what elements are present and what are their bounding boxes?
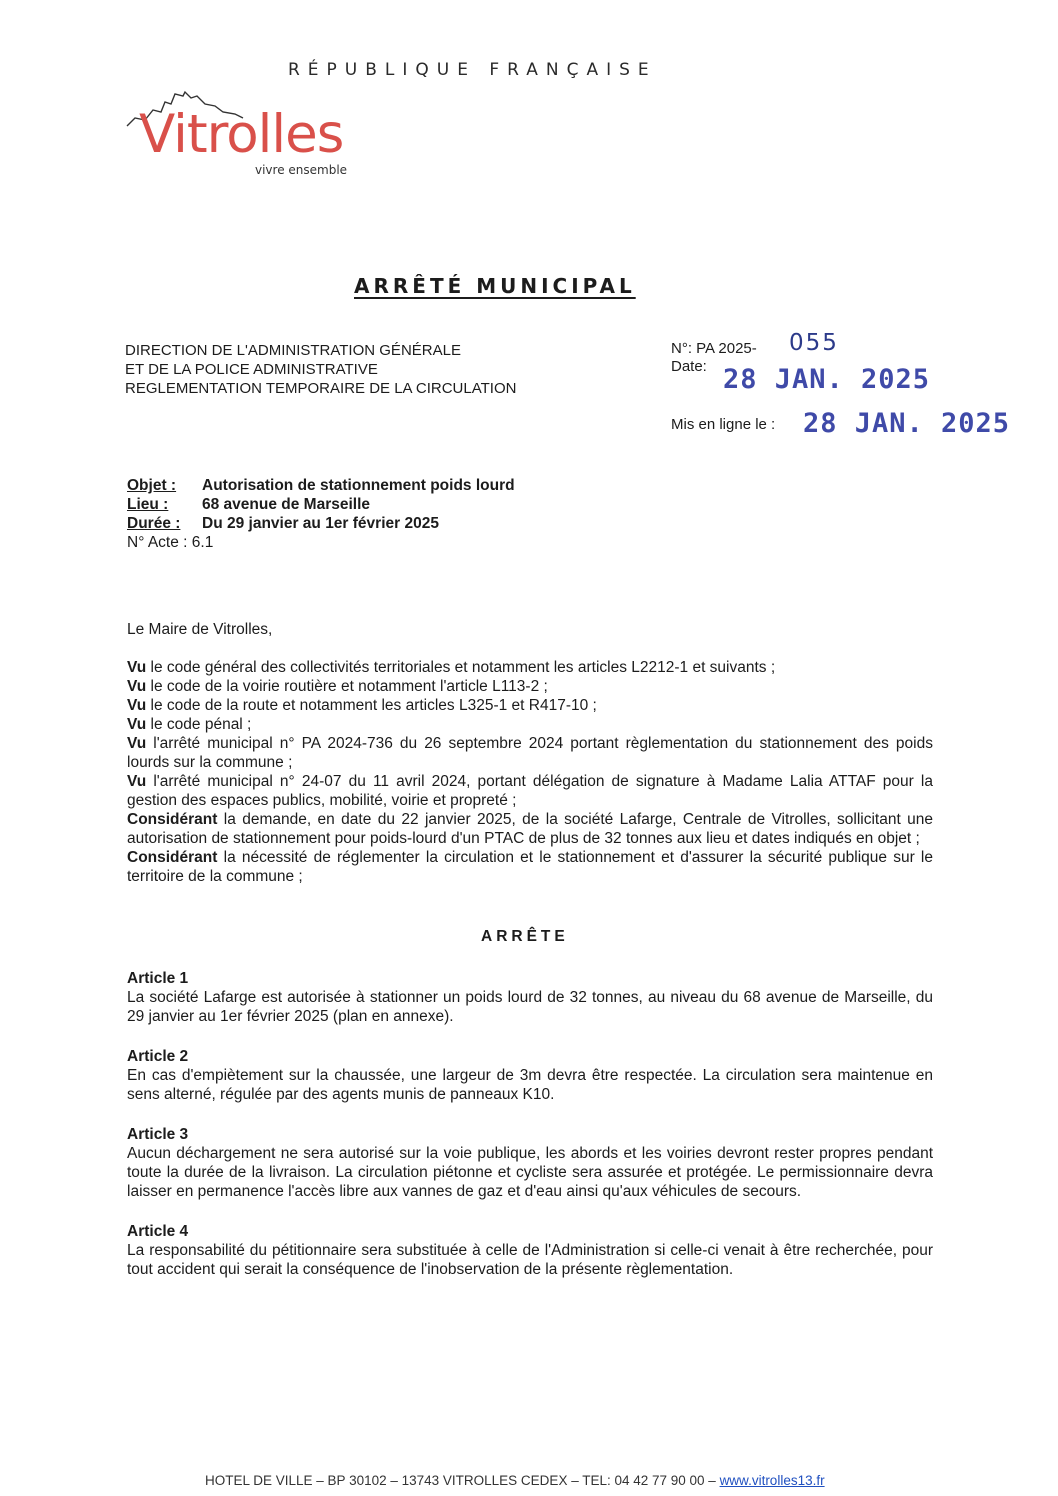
preamble-lead: Considérant	[127, 849, 218, 866]
preamble-text: la demande, en date du 22 janvier 2025, de la société Lafarge, Centrale de Vitrolles, sollicitant une autorisation de stationnement pour poids-lourd d'un PTAC de plus de 32 tonnes aux lieu et dates indiqués en objet ;	[127, 811, 933, 847]
article-title: Article 1	[127, 970, 189, 987]
objet-block	[127, 476, 515, 552]
lieu-label	[127, 495, 202, 514]
date-stamp: 28 JAN. 2025	[723, 364, 931, 395]
preamble-item	[127, 677, 933, 696]
preamble-lead: Vu	[127, 773, 147, 790]
preamble-item	[127, 696, 933, 715]
preamble-text: la nécessité de réglementer la circulation et le stationnement et d'assurer la sécurité publique sur le territoire de la commune ;	[127, 849, 933, 885]
preamble-lead: Considérant	[127, 811, 218, 828]
preamble-text: le code pénal ;	[146, 716, 252, 733]
preamble-lead: Vu	[127, 678, 147, 695]
direction-block	[125, 341, 516, 398]
objet-label-text: Objet :	[127, 477, 177, 494]
numero-acte: N° Acte : 6.1	[127, 534, 214, 551]
article-title: Article 2	[127, 1048, 189, 1065]
preamble-text: le code de la route et notamment les articles L325-1 et R417-10 ;	[146, 697, 597, 714]
articles	[127, 969, 933, 1300]
article	[127, 1125, 933, 1201]
arrete-heading: ARRÊTE	[481, 928, 569, 945]
preamble-text: l'arrêté municipal n° 24-07 du 11 avril 2024, portant délégation de signature à Madame Lalia ATTAF pour la gestion des espaces publics, mobilité, voirie et propreté ;	[127, 773, 933, 809]
preamble-text: le code de la voirie routière et notamment l'article L113-2 ;	[146, 678, 548, 695]
preamble-lead: Vu	[127, 659, 147, 676]
article-text: En cas d'empiètement sur la chaussée, une largeur de 3m devra être respectée. La circulation sera maintenue en sens alterné, régulée par des agents munis de panneaux K10.	[127, 1067, 933, 1103]
numero-label: N°: PA 2025-	[671, 340, 757, 357]
footer	[205, 1473, 905, 1488]
article	[127, 969, 933, 1026]
en-ligne-label: Mis en ligne le :	[671, 416, 776, 433]
lieu-label-text: Lieu :	[127, 496, 169, 513]
article-title: Article 4	[127, 1223, 189, 1240]
article	[127, 1047, 933, 1104]
lieu-value: 68 avenue de Marseille	[202, 496, 371, 513]
preamble-item	[127, 658, 933, 677]
date-label: Date:	[671, 358, 707, 375]
logo-tagline: vivre ensemble	[255, 163, 348, 177]
direction-line: REGLEMENTATION TEMPORAIRE DE LA CIRCULATION	[125, 380, 517, 397]
numero-handwritten: 055	[789, 330, 839, 356]
preamble-lead: Vu	[127, 735, 147, 752]
website-link[interactable]: www.vitrolles13.fr	[719, 1473, 825, 1488]
article-title: Article 3	[127, 1126, 189, 1143]
vitrolles-logo	[125, 88, 385, 188]
direction-line: ET DE LA POLICE ADMINISTRATIVE	[125, 361, 378, 378]
duree-label	[127, 514, 202, 533]
preamble-lead: Vu	[127, 716, 147, 733]
preamble-item	[127, 734, 933, 772]
preamble-text: le code général des collectivités territoriales et notamment les articles L2212-1 et suivants ;	[146, 659, 776, 676]
preamble-text: l'arrêté municipal n° PA 2024-736 du 26 septembre 2024 portant règlementation du stationnement des poids lourds sur la commune ;	[127, 735, 933, 771]
preamble-item	[127, 810, 933, 848]
duree-label-text: Durée :	[127, 515, 181, 532]
article	[127, 1222, 933, 1279]
objet-label	[127, 476, 202, 495]
preamble-item	[127, 848, 933, 886]
direction-line: DIRECTION DE L'ADMINISTRATION GÉNÉRALE	[125, 342, 461, 359]
reference-block	[671, 330, 1011, 444]
duree-value: Du 29 janvier au 1er février 2025	[202, 515, 439, 532]
document-title: ARRÊTÉ MUNICIPAL	[354, 274, 636, 298]
article-text: La responsabilité du pétitionnaire sera substituée à celle de l'Administration si celle-ci venait à être recherchée, pour tout accident qui serait la conséquence de l'inobservation de la présente règlementation.	[127, 1242, 933, 1278]
preamble-lead: Vu	[127, 697, 147, 714]
objet-value: Autorisation de stationnement poids lourd	[202, 477, 515, 494]
republique-francaise-heading: RÉPUBLIQUE FRANÇAISE	[288, 60, 657, 80]
footer-address: HOTEL DE VILLE – BP 30102 – 13743 VITROLLES CEDEX – TEL: 04 42 77 90 00 –	[205, 1473, 720, 1488]
preamble-item	[127, 772, 933, 810]
en-ligne-stamp: 28 JAN. 2025	[803, 408, 1011, 439]
logo-name: Vitrolles	[139, 104, 344, 165]
maire-line: Le Maire de Vitrolles,	[127, 621, 273, 638]
article-text: La société Lafarge est autorisée à stationner un poids lourd de 32 tonnes, au niveau du 68 avenue de Marseille, du 29 janvier au 1er février 2025 (plan en annexe).	[127, 989, 933, 1025]
preamble	[127, 620, 933, 886]
preamble-item	[127, 715, 933, 734]
article-text: Aucun déchargement ne sera autorisé sur la voie publique, les abords et les voiries devront rester propres pendant toute la durée de la livraison. La circulation piétonne et cycliste sera assurée et protégée. Le permissionnaire devra laisser en permanence l'accès libre aux vannes de gaz et d'eau ainsi qu'aux véhicules de secours.	[127, 1145, 933, 1200]
